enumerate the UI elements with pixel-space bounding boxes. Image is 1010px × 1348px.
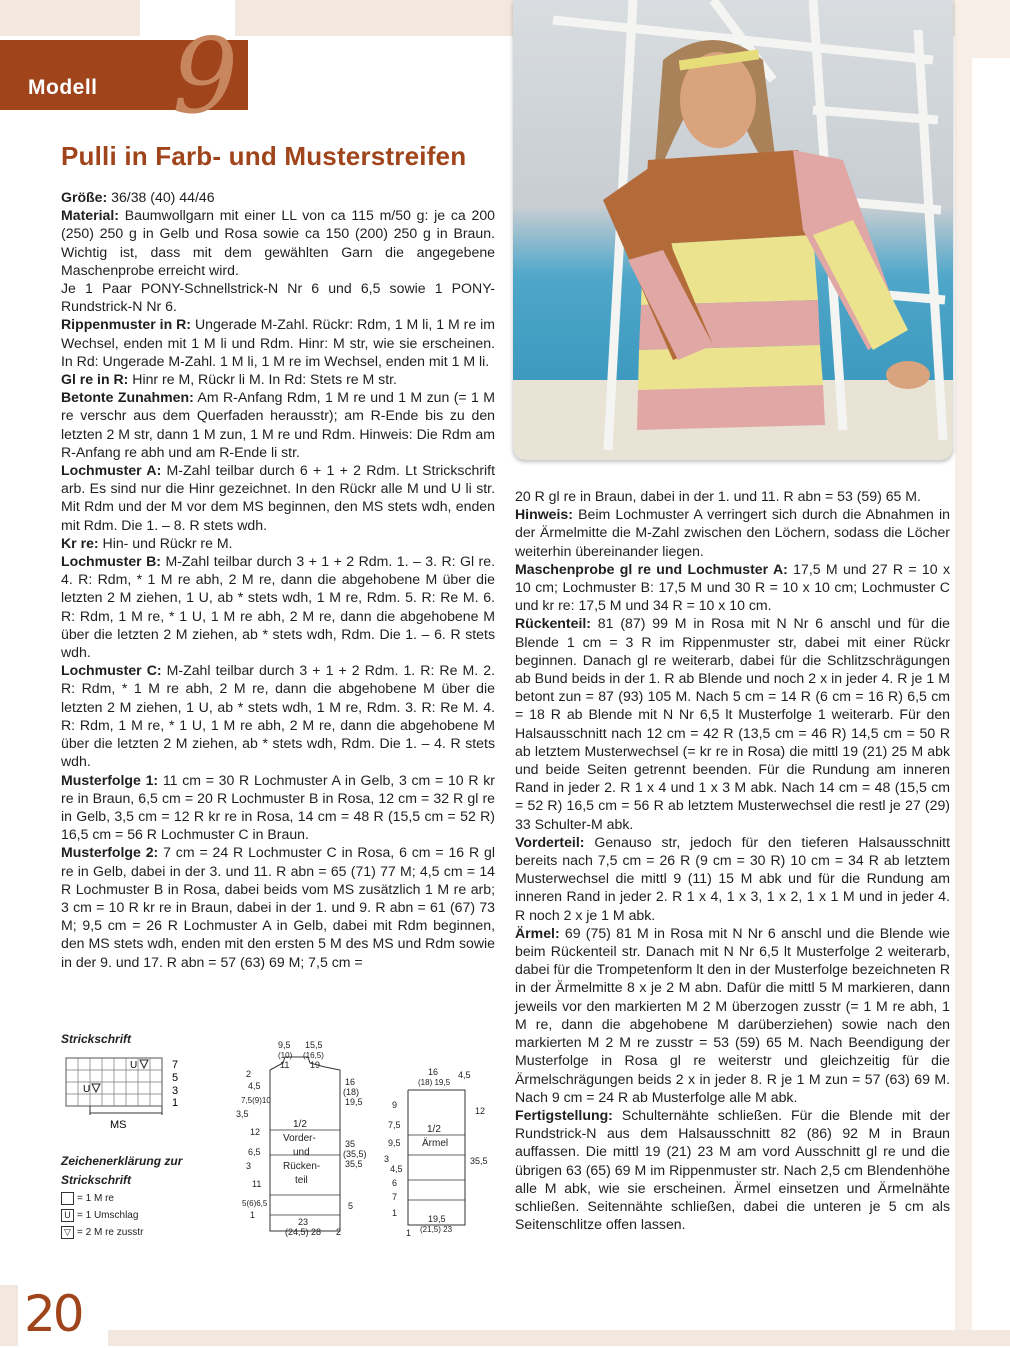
paragraph-maschenprobe: Maschenprobe gl re und Lochmuster A: 17,5 M und 27 R = 10 x 10 cm; Lochmuster B: 17,5 M und 30 R = 10 x 10 cm; Lochmuster C und kr re: 17,5 M und 34 R = 10 x 10 cm. bbox=[515, 560, 950, 614]
svg-text:35: 35 bbox=[345, 1139, 356, 1149]
legend-item-decrease: ▽ = 2 M re zusstr bbox=[61, 1224, 143, 1241]
legend bbox=[61, 1190, 143, 1241]
photo-illustration bbox=[513, 0, 953, 460]
svg-text:1/2: 1/2 bbox=[293, 1119, 307, 1130]
svg-text:35,5: 35,5 bbox=[470, 1156, 488, 1166]
yarnover-icon: U bbox=[61, 1209, 74, 1222]
paragraph-hinweis: Hinweis: Beim Lochmuster A verringert sich durch die Abnahmen in der Ärmelmitte die M-Zahl zwischen den Löchern, sodass die Löcher weiterhin übereinander liegen. bbox=[515, 506, 950, 559]
paragraph-musterfolge-2: Musterfolge 2: 7 cm = 24 R Lochmuster C in Rosa, 6 cm = 16 R gl re in Gelb, dabei in der 3. und 11. R abn = 65 (71) 77 M; 4,5 cm = 14 R Lochmuster B in Rosa, dabei beids vom MS zusätzlich 1 M re arb; 3 cm = 10 R kr re in Braun, dabei in der 1. und 9. R abn = 61 (67) 73 M; 9,5 cm = 26 R Lochmuster A in Gelb, dabei mit Rdm beginnen, den MS stets wdh, enden mit den ersten 5 M des MS und Rdm sowie in der 9. und 17. R abn = 57 (63) 69 M; 7,5 cm = bbox=[61, 844, 495, 970]
svg-text:19: 19 bbox=[310, 1060, 321, 1070]
paragraph-lochmuster-b: Lochmuster B: M-Zahl teilbar durch 3 + 1 + 2 Rdm. 1. – 3. R: Gl re. 4. R: Rdm, * 1 M re abh, 2 M re, dann die abgehobene M über die letzten 2 M ziehen, 1 U, ab * stets wdh, 1 M re, Rdm. 5. R: Re M. 6. R: Rdm, 1 M re, * 1 U, 1 M re abh, 2 M re, dann die abgehobene M über die letzten 2 M ziehen, ab * stets wdh, Rdm. Die 1. – 6. R stets wdh. bbox=[61, 553, 496, 661]
svg-text:3,5: 3,5 bbox=[236, 1109, 249, 1119]
sleeve-schematic bbox=[380, 1060, 500, 1245]
svg-text:5(6)6,5: 5(6)6,5 bbox=[242, 1199, 268, 1208]
paragraph-lochmuster-a: Lochmuster A: M-Zahl teilbar durch 6 + 1 + 2 Rdm. Lt Strickschrift arb. Es sind nur die Hinr gezeichnet. In den Rückr alle M und U li str. Mit Rdm und der M vor dem MS beginnen, den MS stets wdh, enden mit Rdm. Die 1. – 8. R stets wdh. bbox=[61, 462, 495, 533]
svg-text:19,5: 19,5 bbox=[428, 1214, 446, 1224]
svg-text:(24,5) 28: (24,5) 28 bbox=[285, 1227, 322, 1237]
page-title: Pulli in Farb- und Musterstreifen bbox=[61, 141, 467, 171]
chart-row-3: 3 bbox=[172, 1085, 179, 1097]
svg-text:3: 3 bbox=[246, 1161, 252, 1171]
legend-item-knit: = 1 M re bbox=[61, 1190, 143, 1207]
paragraph-needles: Je 1 Paar PONY-Schnellstrick-N Nr 6 und 6,5 sowie 1 PONY-Rundstrick-N Nr 6. bbox=[61, 280, 495, 315]
svg-text:5: 5 bbox=[348, 1201, 354, 1211]
bottom-left-band bbox=[0, 1285, 18, 1346]
svg-text:12: 12 bbox=[250, 1127, 261, 1137]
svg-text:3: 3 bbox=[384, 1154, 390, 1164]
instructions-right-column bbox=[515, 487, 950, 1233]
svg-text:9: 9 bbox=[392, 1100, 398, 1110]
svg-text:1: 1 bbox=[406, 1228, 412, 1238]
svg-text:7: 7 bbox=[392, 1192, 398, 1202]
paragraph-rueckenteil: Rückenteil: 81 (87) 99 M in Rosa mit N Nr 6 anschl und für die Blende 1 cm = 3 R im Rippenmuster str, dabei mit einer Rückr beginnen. Danach gl re weiterarb, dabei für die Schlitzschrägungen ab Bund beids in der 1. R ab Blende und noch 2 x in jeder 4. R je 1 M betont zun = 87 (93) 105 M. Nach 5 cm = 14 R (6 cm = 16 R) 6,5 cm = 18 R ab Blende mit N Nr 6,5 lt Musterfolge 1 weiterarb. Für den Halsausschnitt nach 12 cm = 42 R (13,5 cm = 46 R) 14,5 cm = 50 R ab letztem Musterwechsel (= kr re in Rosa) die mittl 19 (21) 25 M abk und beide Seiten getrennt beenden. Für die Rundung am inneren Rand in jeder 2. R 1 x 4 und 1 x 3 M abk. Nach 14 cm = 48 (15,5 cm = 52 R) 16,5 cm = 56 R ab letztem Musterwechsel die restl je 27 (29) 33 Schulter-M abk. bbox=[515, 615, 950, 832]
svg-text:(10): (10) bbox=[278, 1051, 293, 1060]
svg-text:6: 6 bbox=[392, 1178, 398, 1188]
svg-text:1/2: 1/2 bbox=[427, 1124, 441, 1135]
chart-row-1: 1 bbox=[172, 1097, 179, 1109]
paragraph-musterfolge-1: Musterfolge 1: 11 cm = 30 R Lochmuster A in Gelb, 3 cm = 10 R kr re in Braun, 6,5 cm = 20 R Lochmuster B in Rosa, 12 cm = 32 R gl re in Gelb, 3,5 cm = 12 R kr re in Rosa, 14 cm = 48 R (15,5 cm = 52 R) 16,5 cm = 56 R Lochmuster C in Braun. bbox=[61, 771, 495, 843]
model-label: Modell bbox=[28, 76, 98, 99]
knitting-chart bbox=[60, 1055, 200, 1135]
svg-text:1: 1 bbox=[392, 1208, 398, 1218]
paragraph-vorderteil: Vorderteil: Genauso str, jedoch für den tieferen Halsausschnitt bereits nach 7,5 cm = 26 R (9 cm = 30 R) 10 cm = 34 R ab letztem Musterwechsel die mittl 9 (11) 15 M abk und für die Rundung am inneren Rand in jeder 2. R 1 x 4, 1 x 3, 1 x 2, 1 x 1 M und in jeder 4. R noch 2 x je 1 M abk. bbox=[515, 833, 950, 923]
chart-u-symbol-bottom: U bbox=[83, 1084, 91, 1095]
chart-row-7: 7 bbox=[172, 1059, 179, 1071]
paragraph-fertigstellung: Fertigstellung: Schulternähte schließen. Für die Blende mit der Rundstrick-N aus dem Halsausschnitt 82 (86) 92 M in Braun auffassen. Die mittl 19 (21) 23 M am vord Ausschnitt gl re und die übrigen 63 (65) 69 M im Rippenmuster str. Nach 2,5 cm Blendenhöhe alle M abk, wie sie erscheinen. Ärmel einsetzen und Ärmelnähte schließen. Seitennähte schließen, dabei die unteren je 5 cm als Seitenschlitze offen lassen. bbox=[515, 1106, 950, 1233]
svg-text:Ärmel: Ärmel bbox=[422, 1138, 449, 1149]
svg-text:11: 11 bbox=[280, 1060, 290, 1070]
paragraph-aermel: Ärmel: 69 (75) 81 M in Rosa mit N Nr 6 anschl und die Blende wie beim Rückenteil str. Danach mit N Nr 6,5 lt Musterfolge 2 weiterarb, dabei für die Trompetenform lt den in der Musterfolge bezeichneten R in der Ärmelmitte 8 x je 2 M abn. Dafür die mittl 5 M markieren, dann jeweils vor den markierten M 2 M überzogen zusstr (= 1 M re abh, 1 M re, dann die abgehobene M darüberziehen) sowie nach den markierten M 2 M re zusstr = 53 (59) 65 M. Nach Beendigung der Musterfolge in Rosa gl re weiterstr und gleichzeitig für die Ärmelschrägungen beids 2 x in jeder 8. R je 1 M zun = 57 (63) 69 M. Nach 9 cm = 24 R ab Musterfolge alle M abk. bbox=[515, 924, 950, 1105]
chart-ms-label: MS bbox=[110, 1119, 127, 1131]
chart-u-symbol-top: U bbox=[130, 1060, 138, 1071]
legend-item-yarnover: U = 1 Umschlag bbox=[61, 1207, 143, 1224]
svg-text:11: 11 bbox=[252, 1179, 262, 1189]
instructions-left-column bbox=[61, 188, 495, 971]
paragraph-zunahmen: Betonte Zunahmen: Am R-Anfang Rdm, 1 M re und 1 M zun (= 1 M re verschr aus dem Querfaden herausstr); am R-Ende bis zu den letzten 2 M str, dann 1 M zun, 1 M re und Rdm. Hinweis: Die Rdm am R-Anfang re abh und am R-Ende li str. bbox=[61, 389, 495, 460]
svg-text:16: 16 bbox=[428, 1067, 439, 1077]
svg-text:6,5: 6,5 bbox=[248, 1147, 261, 1157]
svg-text:1: 1 bbox=[250, 1210, 256, 1220]
knit-square-icon bbox=[61, 1192, 74, 1205]
legend-title: Zeichenerklärung zur Strickschrift bbox=[61, 1154, 183, 1187]
svg-text:(18) 19,5: (18) 19,5 bbox=[418, 1078, 451, 1087]
bottom-band bbox=[108, 1330, 1010, 1346]
paragraph-kraus-rechts: Kr re: Hin- und Rückr re M. bbox=[61, 534, 233, 551]
svg-text:12: 12 bbox=[475, 1106, 486, 1116]
svg-text:und: und bbox=[293, 1147, 310, 1158]
svg-text:2: 2 bbox=[336, 1227, 342, 1237]
right-band-gap bbox=[972, 58, 1010, 1348]
decrease-icon: ▽ bbox=[61, 1226, 74, 1239]
svg-text:Rücken-: Rücken- bbox=[283, 1161, 321, 1172]
svg-text:(21,5) 23: (21,5) 23 bbox=[420, 1225, 453, 1234]
chart-title: Strickschrift bbox=[61, 1032, 132, 1046]
svg-text:(35,5): (35,5) bbox=[343, 1149, 367, 1159]
paragraph-material: Material: Baumwollgarn mit einer LL von ca 115 m/50 g: je ca 200 (250) 250 g in Gelb und Rosa sowie ca 150 (200) 250 g in Braun. Wichtig ist, dass mit dem gewählten Garn die angegebene Maschenprobe erreicht wird. bbox=[61, 207, 495, 278]
body-schematic bbox=[230, 1035, 380, 1245]
paragraph-groesse: Größe: 36/38 (40) 44/46 bbox=[61, 189, 215, 205]
svg-text:teil: teil bbox=[295, 1175, 308, 1186]
svg-text:(16,5): (16,5) bbox=[303, 1051, 324, 1060]
paragraph-glatt-rechts: Gl re in R: Hinr re M, Rückr li M. In Rd: Stets re M str. bbox=[61, 371, 397, 388]
model-photo bbox=[513, 0, 953, 460]
svg-text:15,5: 15,5 bbox=[305, 1040, 323, 1050]
chart-row-5: 5 bbox=[172, 1072, 179, 1084]
svg-text:4,5: 4,5 bbox=[458, 1070, 471, 1080]
page-number: 20 bbox=[24, 1285, 82, 1343]
paragraph-lochmuster-c: Lochmuster C: M-Zahl teilbar durch 3 + 1 + 2 Rdm. 1. R: Re M. 2. R: Rdm, * 1 M re abh, 2 M re, dann die abgehobene M über die letzten 2 M ziehen, 1 U, ab * stets wdh, 1 M re, Rdm. 3. R: Re M. 4. R: Rdm, 1 M re, * 1 U, 1 M re abh, 2 M re, dann die abgehobene M über die letzten 2 M ziehen, ab * stets wdh, Rdm. Die 1. – 4. R stets wdh. bbox=[61, 662, 496, 770]
svg-text:4,5: 4,5 bbox=[390, 1164, 403, 1174]
svg-text:7,5: 7,5 bbox=[388, 1120, 401, 1130]
svg-text:19,5: 19,5 bbox=[345, 1097, 363, 1107]
paragraph-continued: 20 R gl re in Braun, dabei in der 1. und 11. R abn = 53 (59) 65 M. bbox=[515, 488, 921, 504]
model-number: 9 bbox=[172, 15, 239, 137]
svg-text:23: 23 bbox=[298, 1217, 309, 1227]
svg-text:Vorder-: Vorder- bbox=[283, 1133, 316, 1144]
svg-text:7,5(9)10: 7,5(9)10 bbox=[241, 1096, 271, 1105]
svg-text:2: 2 bbox=[246, 1069, 252, 1079]
svg-text:(18): (18) bbox=[343, 1087, 360, 1097]
paragraph-rippenmuster: Rippenmuster in R: Ungerade M-Zahl. Rückr: Rdm, 1 M li, 1 M re im Wechsel, enden mit 1 M li und Rdm. Hinr: M str, wie sie erscheinen. In Rd: Ungerade M-Zahl. 1 M li, 1 M re im Wechsel, enden mit 1 M li. bbox=[61, 316, 496, 369]
svg-text:35,5: 35,5 bbox=[345, 1159, 363, 1169]
svg-text:9,5: 9,5 bbox=[278, 1040, 291, 1050]
svg-text:16: 16 bbox=[345, 1077, 356, 1087]
svg-text:4,5: 4,5 bbox=[248, 1081, 261, 1091]
svg-text:9,5: 9,5 bbox=[388, 1138, 401, 1148]
